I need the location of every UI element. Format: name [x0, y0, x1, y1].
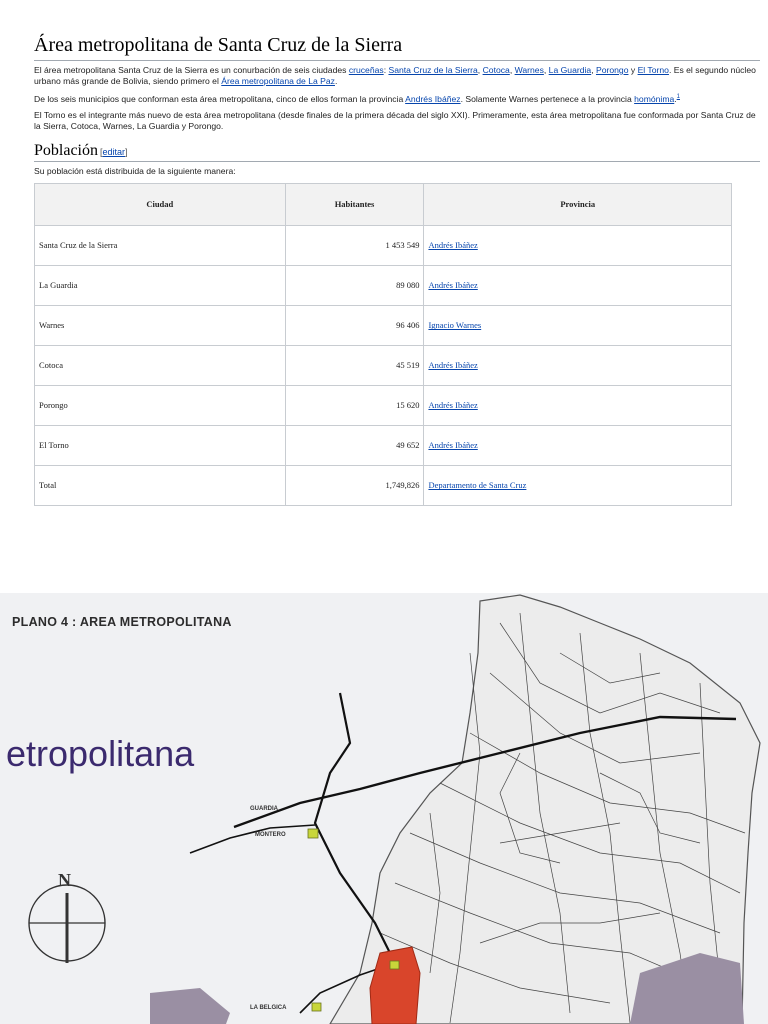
map-title: PLANO 4 : AREA METROPOLITANA — [12, 615, 232, 629]
cell-population: 96 406 — [285, 305, 424, 345]
history-paragraph: El Torno es el integrante más nuevo de esta área metropolitana (desde finales de la primera década del siglo XXI). Primeramente, esta área metropolitana fue conformada por Santa Cruz de la Sierra, Cotoca, Warnes, La Guardia y Porongo. — [34, 109, 756, 131]
table-header-row — [35, 183, 732, 225]
cell-population: 1 453 549 — [285, 225, 424, 265]
town-marker — [312, 1003, 321, 1011]
compass-north-label: N — [58, 870, 71, 890]
header-population: Habitantes — [285, 183, 424, 225]
table-row — [35, 305, 732, 345]
cell-population: 89 080 — [285, 265, 424, 305]
population-table — [34, 183, 732, 506]
link-homonima[interactable]: homónima — [634, 93, 675, 104]
intro-paragraph: El área metropolitana Santa Cruz de la Sierra es un conurbación de seis ciudades cruceñas: Santa Cruz de la Sierra, Cotoca, Warnes, La Guardia, Porongo y El Torno. Es el segundo núcleo urbano más grande de Bolivia, siendo primero el Área metropolitana de La Paz. — [34, 65, 756, 86]
map-overlay-text: etropolitana — [6, 733, 195, 774]
cell-city: Porongo — [35, 385, 286, 425]
table-row — [35, 265, 732, 305]
province-link[interactable]: Andrés Ibáñez — [428, 240, 478, 251]
cell-population: 1,749,826 — [285, 465, 424, 505]
map-label-guardia: GUARDIA — [250, 806, 278, 812]
table-row — [35, 225, 732, 265]
link-la-paz-metro[interactable]: Área metropolitana de La Paz — [221, 76, 335, 86]
map-label-montero: MONTERO — [255, 832, 286, 838]
link-crucenas[interactable]: cruceñas — [348, 65, 384, 75]
map-label-la-belgica: LA BELGICA — [250, 1005, 287, 1011]
cell-city: Santa Cruz de la Sierra — [35, 225, 286, 265]
link-el-torno[interactable]: El Torno — [637, 65, 669, 75]
link-andres-ibanez[interactable]: Andrés Ibáñez — [405, 93, 461, 104]
cell-population: 45 519 — [285, 345, 424, 385]
table-row — [35, 385, 732, 425]
link-la-guardia[interactable]: La Guardia — [548, 65, 592, 75]
protected-area — [150, 988, 230, 1024]
province-link[interactable]: Andrés Ibáñez — [428, 440, 478, 451]
edit-section-link[interactable]: editar — [102, 146, 126, 157]
link-porongo[interactable]: Porongo — [595, 65, 629, 75]
table-row — [35, 425, 732, 465]
cell-city: Cotoca — [35, 345, 286, 385]
town-marker — [390, 961, 399, 969]
province-link[interactable]: Departamento de Santa Cruz — [428, 480, 527, 491]
table-row — [35, 345, 732, 385]
section-title: Población — [34, 141, 98, 159]
page-title: Área metropolitana de Santa Cruz de la Sierra — [34, 34, 760, 61]
province-link[interactable]: Andrés Ibáñez — [428, 360, 478, 371]
cell-population: 49 652 — [285, 425, 424, 465]
cell-city: Total — [35, 465, 286, 505]
province-link[interactable]: Andrés Ibáñez — [428, 280, 478, 291]
town-marker — [308, 829, 318, 838]
compass-icon — [29, 885, 105, 963]
population-intro: Su población está distribuida de la siguiente manera: — [34, 165, 236, 176]
province-paragraph: De los seis municipios que conforman esta área metropolitana, cinco de ellos forman la provincia Andrés Ibáñez. Solamente Warnes pertenece a la provincia homónima.$^1$ — [34, 93, 680, 104]
reference-link[interactable]: 1 — [676, 94, 680, 100]
cell-city: El Torno — [35, 425, 286, 465]
section-heading — [34, 142, 760, 162]
table-row-total — [35, 465, 732, 505]
edit-section: [editar] — [100, 146, 128, 157]
link-warnes[interactable]: Warnes — [514, 65, 544, 75]
cell-city: La Guardia — [35, 265, 286, 305]
highway — [190, 825, 315, 853]
link-cotoca[interactable]: Cotoca — [482, 65, 510, 75]
province-link[interactable]: Andrés Ibáñez — [428, 400, 478, 411]
province-link[interactable]: Ignacio Warnes — [428, 320, 482, 331]
link-santa-cruz[interactable]: Santa Cruz de la Sierra — [388, 65, 478, 75]
cell-city: Warnes — [35, 305, 286, 345]
article — [34, 34, 760, 506]
cell-population: 15 620 — [285, 385, 424, 425]
header-province: Provincia — [424, 183, 732, 225]
map-drawing — [0, 593, 768, 1024]
metropolitan-map — [0, 593, 768, 1024]
header-city: Ciudad — [35, 183, 286, 225]
